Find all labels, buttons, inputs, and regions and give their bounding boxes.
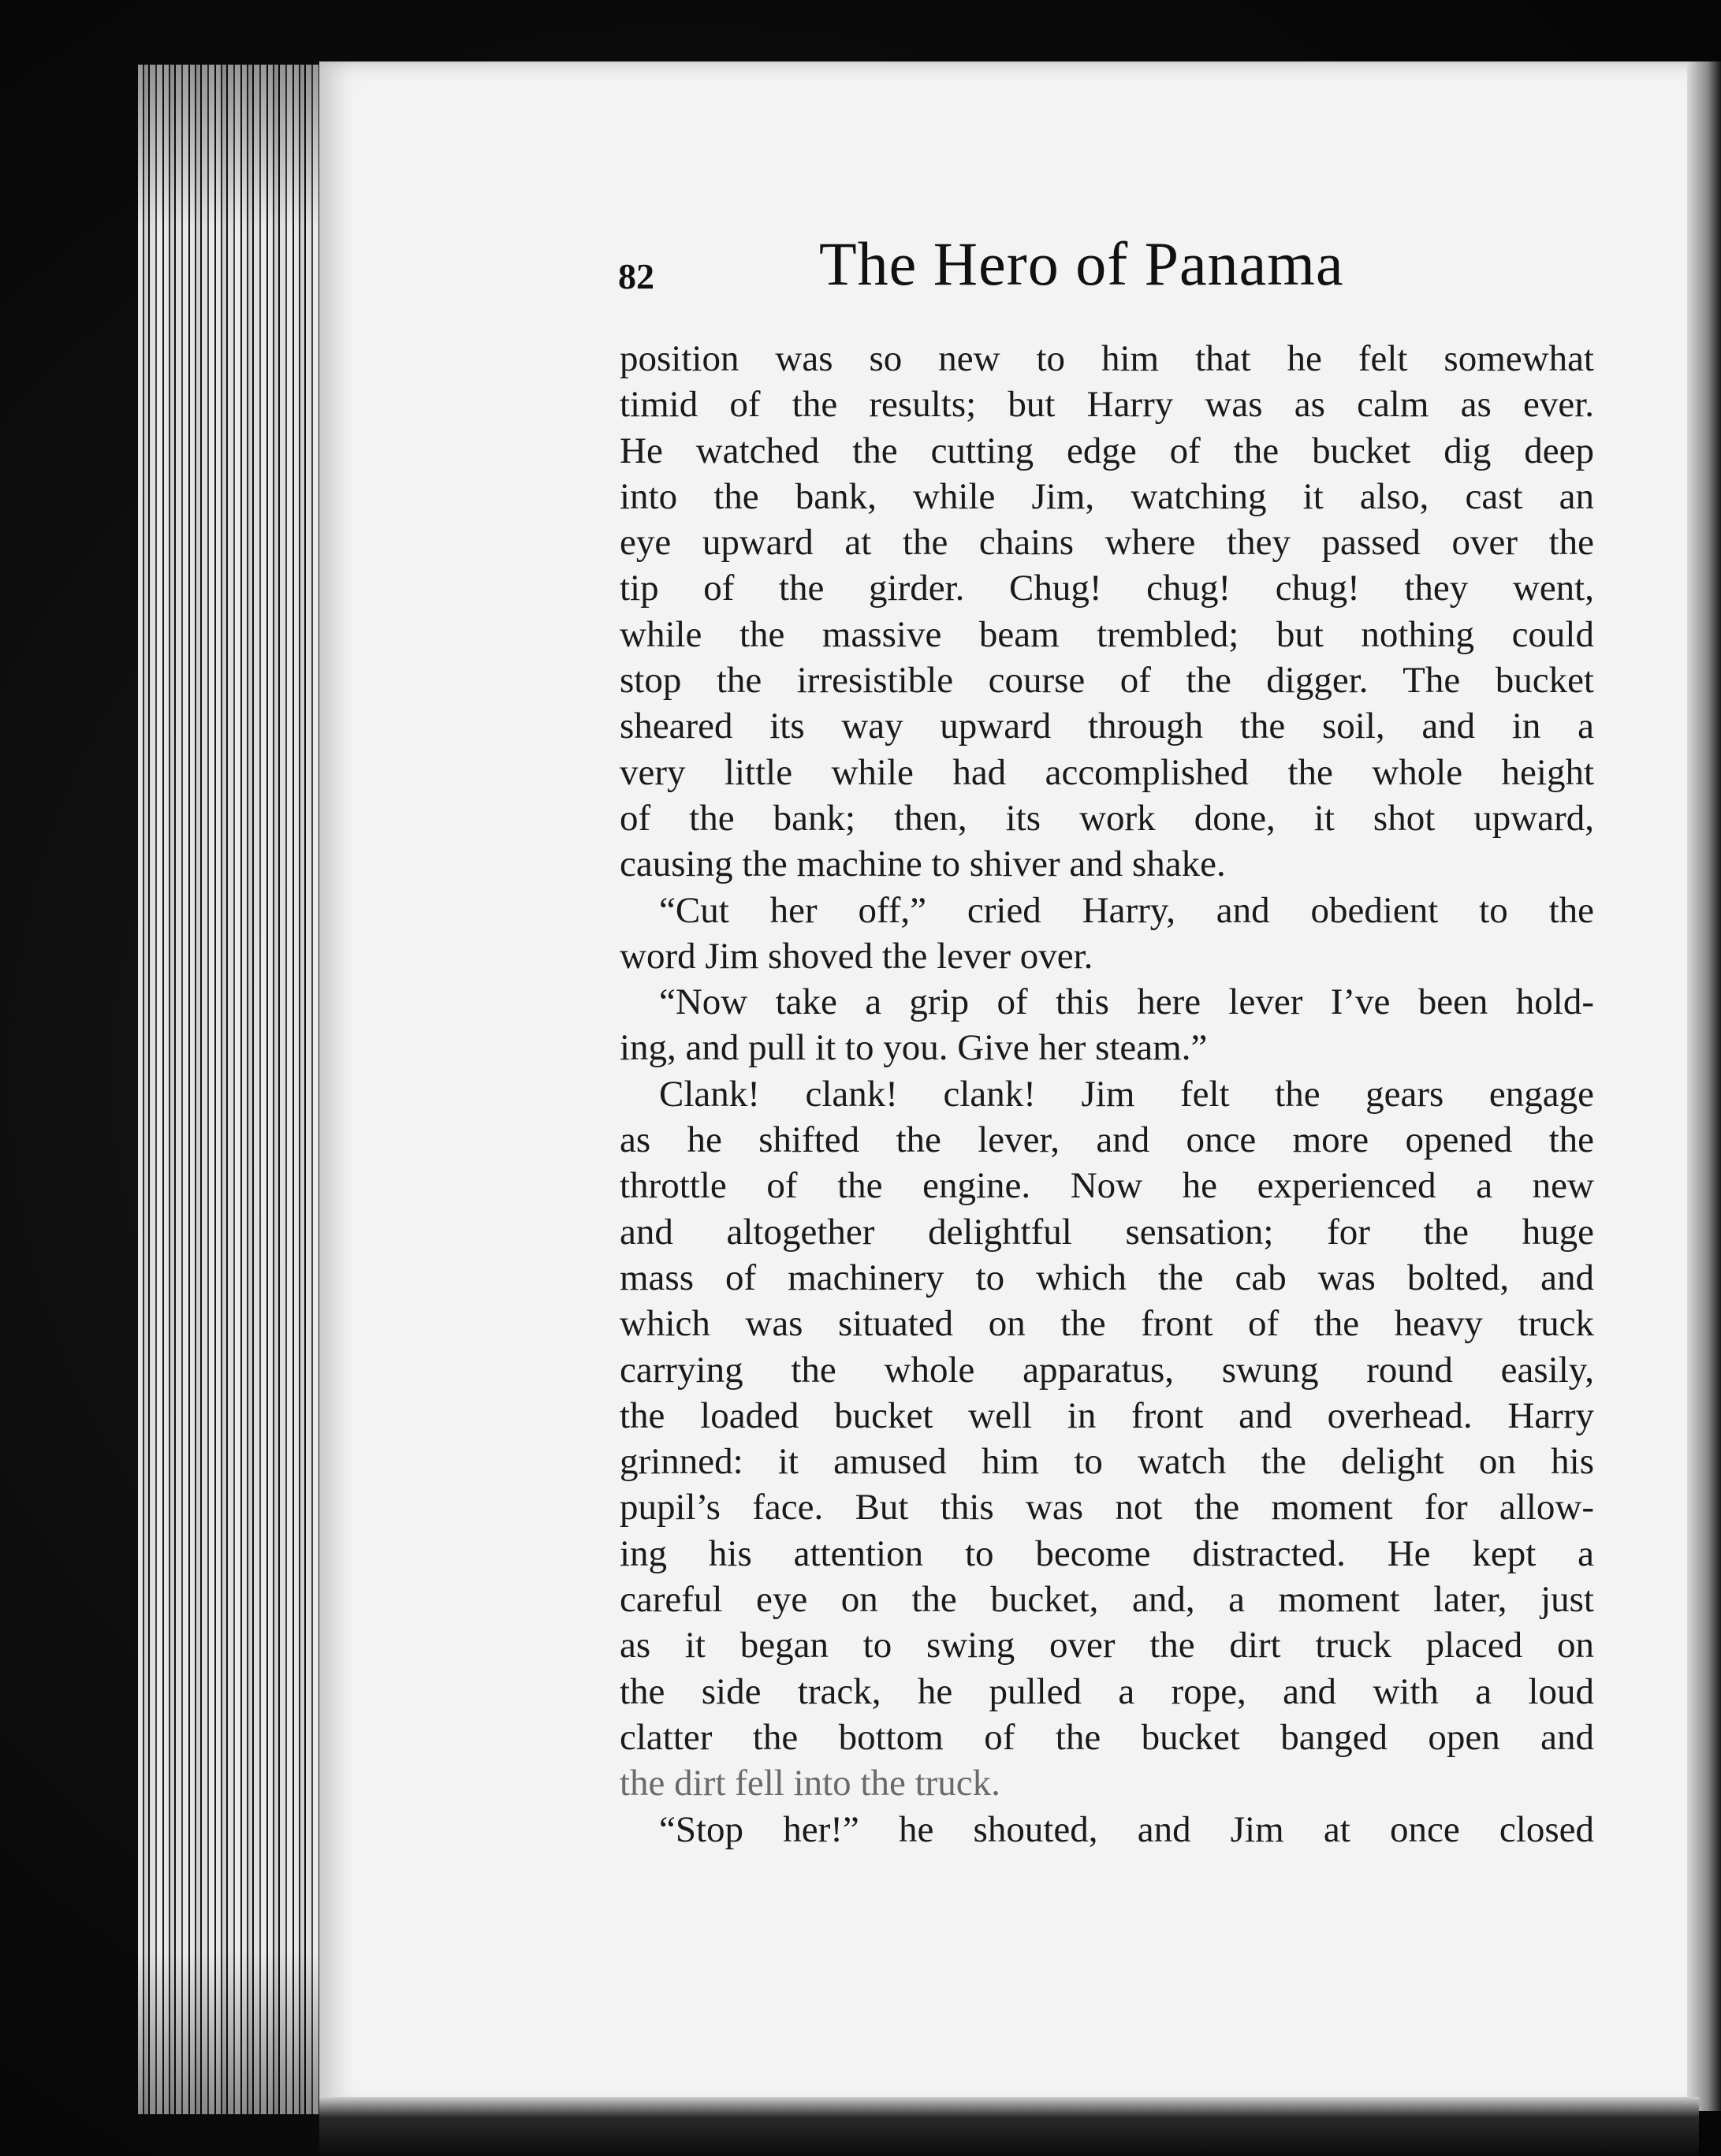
text-line: eye upward at the chains where they passed over the [620, 522, 1594, 564]
text-line: careful eye on the bucket, and, a moment later, just [620, 1579, 1594, 1621]
text-line: and altogether delightful sensation; for the huge [620, 1211, 1594, 1253]
running-head [618, 229, 1596, 315]
text-line: of the bank; then, its work done, it shot upward, [620, 797, 1594, 839]
text-line: sheared its way upward through the soil, and in a [620, 706, 1594, 747]
body-text [620, 336, 1594, 1853]
text-line: very little while had accomplished the whole height [620, 751, 1594, 793]
book-page-edges [138, 65, 327, 2114]
text-line: pupil’s face. But this was not the moment for allow- [620, 1487, 1594, 1529]
text-line: mass of machinery to which the cab was bolted, and [620, 1257, 1594, 1298]
text-line: the side track, he pulled a rope, and with a loud [620, 1670, 1594, 1712]
text-line: tip of the girder. Chug! chug! chug! they went, [620, 568, 1594, 609]
page-right-edge [1687, 61, 1721, 2111]
text-line: grinned: it amused him to watch the delight on his [620, 1441, 1594, 1483]
text-line: “Now take a grip of this here lever I’ve been hold- [659, 981, 1594, 1023]
text-line: which was situated on the front of the heavy truck [620, 1303, 1594, 1345]
text-line: position was so new to him that he felt somewhat [620, 338, 1594, 379]
text-line: ing, and pull it to you. Give her steam.” [620, 1027, 1208, 1069]
book-title: The Hero of Panama [819, 229, 1344, 298]
text-line: as it began to swing over the dirt truck placed on [620, 1625, 1594, 1666]
text-line: as he shifted the lever, and once more opened the [620, 1119, 1594, 1161]
text-line: throttle of the engine. Now he experienced a new [620, 1165, 1594, 1207]
text-line: carrying the whole apparatus, swung round easily, [620, 1349, 1594, 1391]
page-number: 82 [618, 256, 654, 296]
text-line: He watched the cutting edge of the bucket dig deep [620, 430, 1594, 471]
text-line: word Jim shoved the lever over. [620, 935, 1093, 977]
page-bottom-shadow [319, 2097, 1699, 2156]
text-line: the dirt fell into the truck. [620, 1763, 1000, 1804]
text-line: timid of the results; but Harry was as calm as ever. [620, 384, 1594, 426]
text-line: into the bank, while Jim, watching it also, cast an [620, 475, 1594, 517]
text-line: Clank! clank! clank! Jim felt the gears engage [659, 1073, 1594, 1115]
text-line: stop the irresistible course of the digger. The bucket [620, 660, 1594, 702]
text-line: ing his attention to become distracted. He kept a [620, 1532, 1594, 1574]
text-line: clatter the bottom of the bucket banged open and [620, 1716, 1594, 1758]
text-line: “Cut her off,” cried Harry, and obedient to the [659, 889, 1594, 931]
text-line: “Stop her!” he shouted, and Jim at once closed [659, 1808, 1594, 1850]
text-line: causing the machine to shiver and shake. [620, 843, 1226, 885]
text-line: while the massive beam trembled; but nothing could [620, 613, 1594, 655]
text-line: the loaded bucket well in front and overhead. Harry [620, 1395, 1594, 1436]
